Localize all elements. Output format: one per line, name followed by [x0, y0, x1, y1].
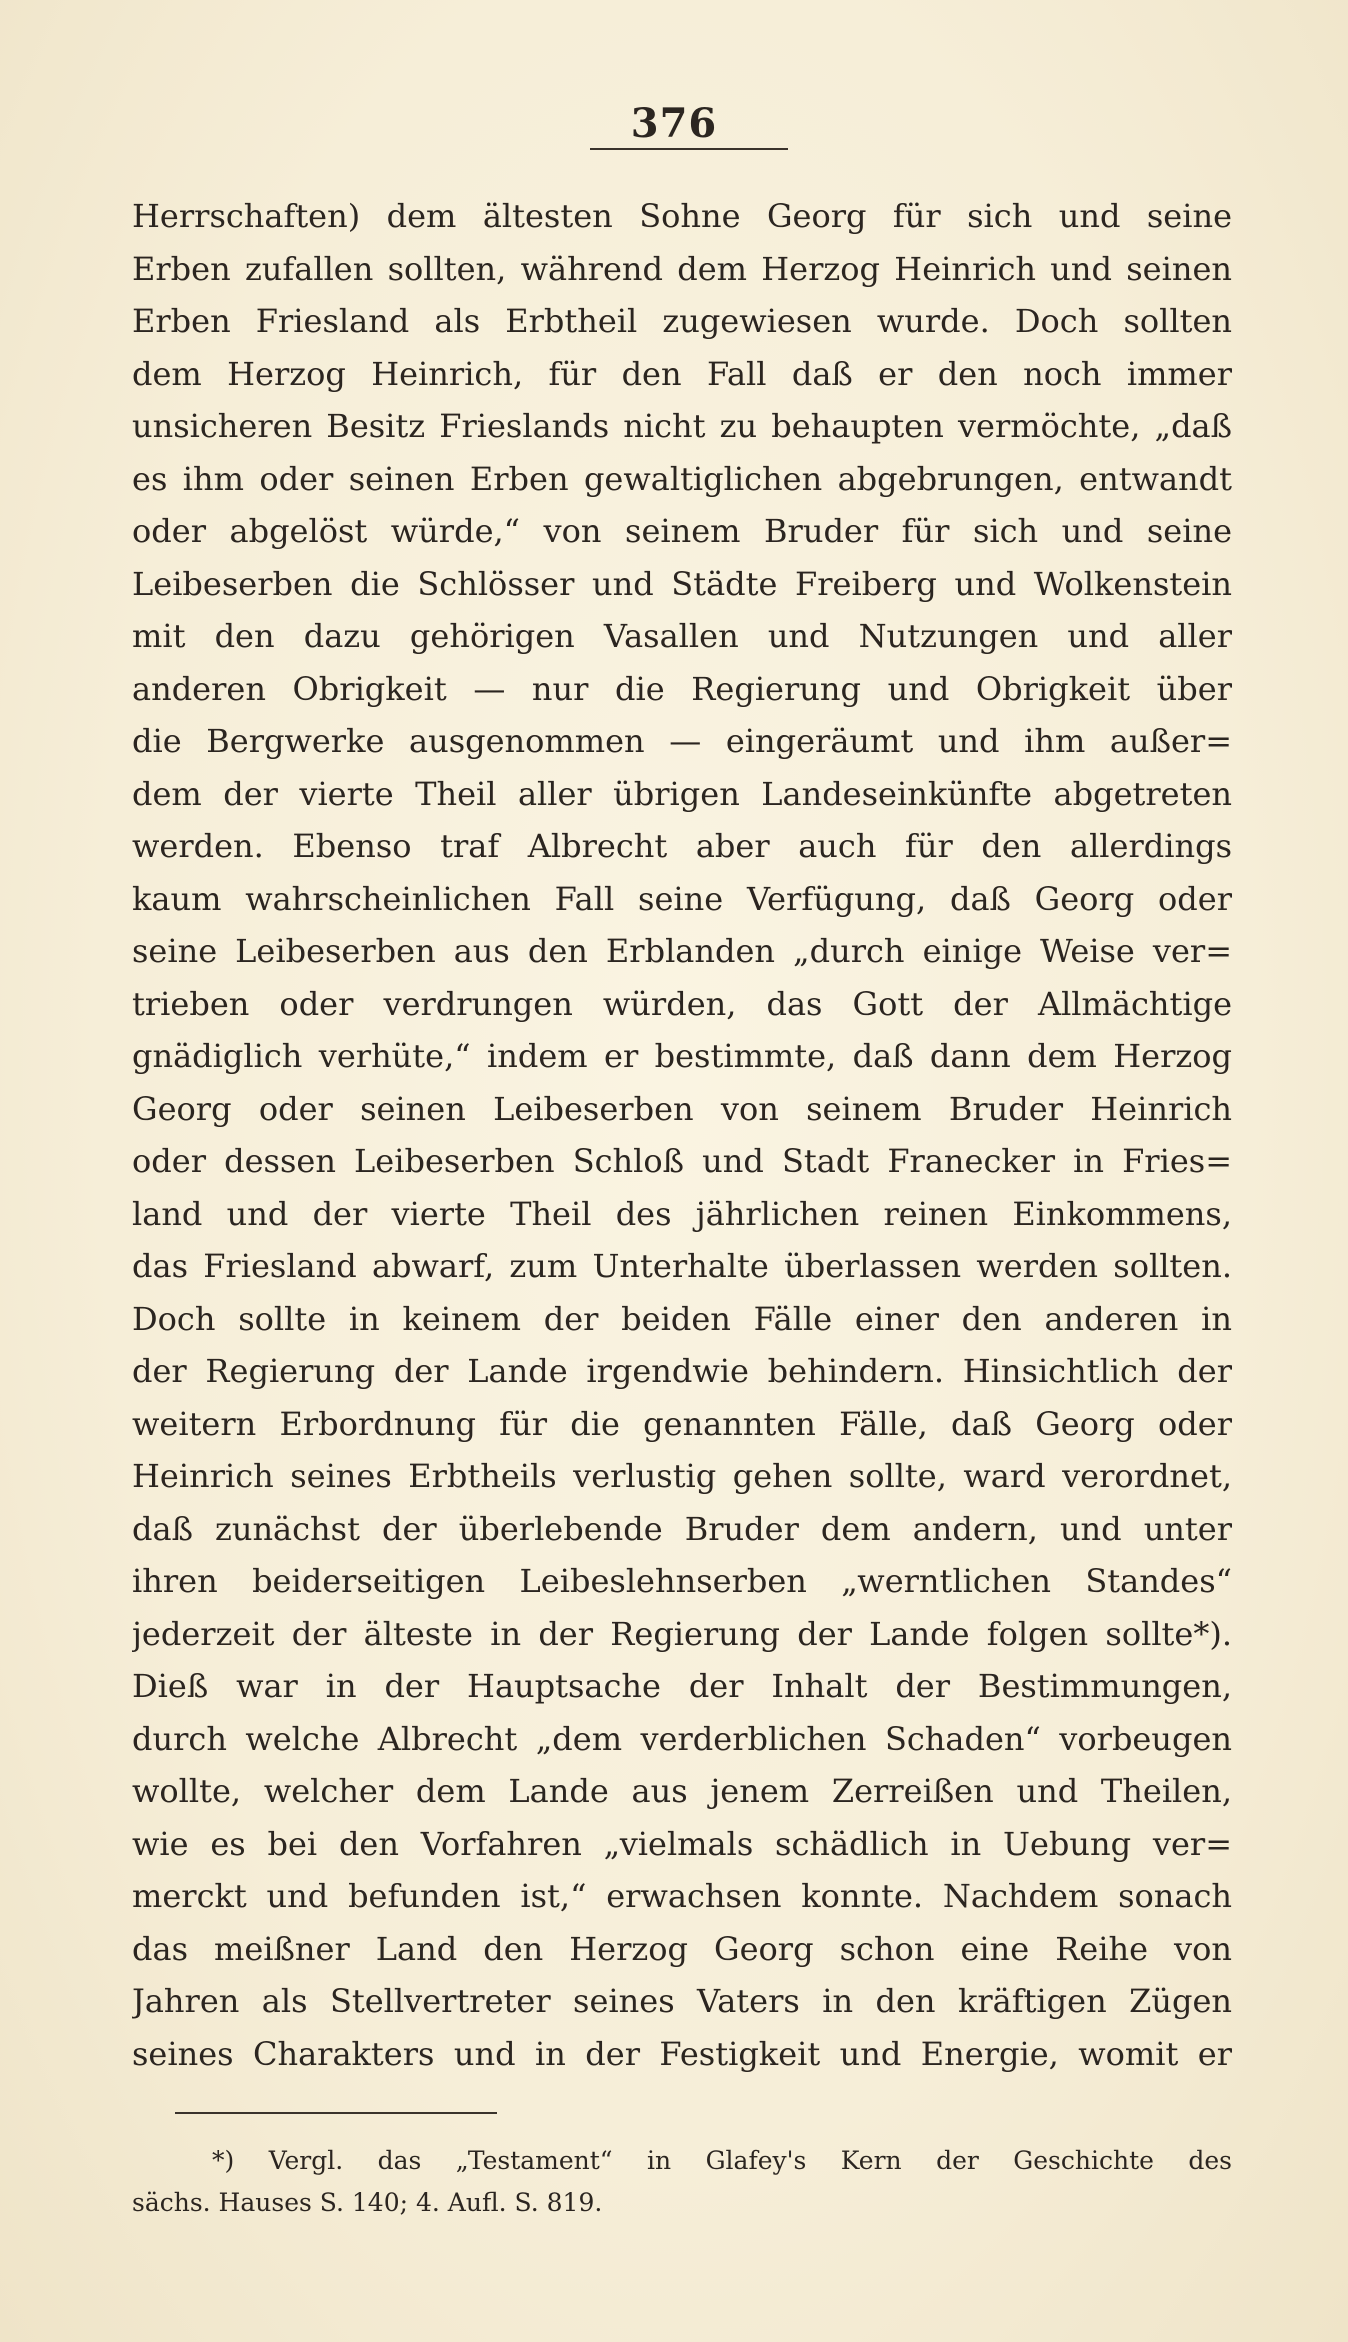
text-line: oder abgelöst würde,“ von seinem Bruder für sich und seine	[132, 512, 1232, 550]
footnote	[132, 2140, 1232, 2224]
text-line: kaum wahrscheinlichen Fall seine Verfügung, daß Georg oder	[132, 879, 1232, 918]
text-line: das Friesland abwarf, zum Unterhalte überlassen werden sollten.	[132, 1247, 1232, 1285]
text-line: das meißner Land den Herzog Georg schon eine Reihe von	[132, 1929, 1232, 1968]
footnote-line: *) Vergl. das „Testament“ in Glafey's Kern der Geschichte des	[212, 2146, 1232, 2175]
text-line: Georg oder seinen Leibeserben von seinem Bruder Heinrich	[132, 1089, 1232, 1128]
text-line: gnädiglich verhüte,“ indem er bestimmte, daß dann dem Herzog	[132, 1037, 1232, 1075]
text-line: Jahren als Stellvertreter seines Vaters in den kräftigen Zügen	[132, 1982, 1232, 2020]
text-line: durch welche Albrecht „dem verderblichen Schaden“ vorbeugen	[132, 1719, 1232, 1758]
text-line: ihren beiderseitigen Leibeslehnserben „werntlichen Standes“	[132, 1562, 1232, 1600]
text-line: Leibeserben die Schlösser und Städte Freiberg und Wolkenstein	[132, 564, 1232, 603]
footnote-line: sächs. Hauses S. 140; 4. Aufl. S. 819.	[132, 2188, 603, 2217]
text-line: weitern Erbordnung für die genannten Fälle, daß Georg oder	[132, 1404, 1232, 1443]
text-line: oder dessen Leibeserben Schloß und Stadt Franecker in Fries=	[132, 1142, 1232, 1180]
text-line: werden. Ebenso traf Albrecht aber auch für den allerdings	[132, 827, 1232, 865]
text-line: der Regierung der Lande irgendwie behindern. Hinsichtlich der	[132, 1352, 1232, 1390]
body-text	[132, 190, 1232, 2080]
text-line: wollte, welcher dem Lande aus jenem Zerreißen und Theilen,	[132, 1772, 1232, 1810]
text-line: Doch sollte in keinem der beiden Fälle einer den anderen in	[132, 1299, 1232, 1338]
text-line: jederzeit der älteste in der Regierung der Lande folgen sollte*).	[132, 1614, 1232, 1653]
footnote-rule	[175, 2112, 497, 2114]
text-line: Erben zufallen sollten, während dem Herzog Heinrich und seinen	[132, 249, 1232, 288]
text-line: land und der vierte Theil des jährlichen reinen Einkommens,	[132, 1194, 1232, 1233]
text-line: anderen Obrigkeit — nur die Regierung und Obrigkeit über	[132, 669, 1232, 708]
text-line: trieben oder verdrungen würden, das Gott der Allmächtige	[132, 984, 1232, 1023]
text-line: dem der vierte Theil aller übrigen Landeseinkünfte abgetreten	[132, 774, 1232, 813]
text-line: dem Herzog Heinrich, für den Fall daß er den noch immer	[132, 354, 1232, 393]
text-line: Dieß war in der Hauptsache der Inhalt der Bestimmungen,	[132, 1667, 1232, 1705]
text-line: daß zunächst der überlebende Bruder dem andern, und unter	[132, 1509, 1232, 1548]
text-line: merckt und befunden ist,“ erwachsen konnte. Nachdem sonach	[132, 1877, 1232, 1915]
text-line: Heinrich seines Erbtheils verlustig gehen sollte, ward verordnet,	[132, 1457, 1232, 1495]
text-line: Herrschaften) dem ältesten Sohne Georg für sich und seine	[132, 197, 1232, 235]
text-line: seine Leibeserben aus den Erblanden „durch einige Weise ver=	[132, 932, 1232, 970]
text-line: seines Charakters und in der Festigkeit und Energie, womit er	[132, 2034, 1232, 2073]
header-rule	[590, 148, 788, 150]
text-line: mit den dazu gehörigen Vasallen und Nutzungen und aller	[132, 617, 1232, 655]
text-line: unsicheren Besitz Frieslands nicht zu behaupten vermöchte, „daß	[132, 407, 1232, 445]
text-line: wie es bei den Vorfahren „vielmals schädlich in Uebung ver=	[132, 1824, 1232, 1863]
text-line: es ihm oder seinen Erben gewaltiglichen abgebrungen, entwandt	[132, 459, 1232, 498]
text-line: Erben Friesland als Erbtheil zugewiesen wurde. Doch sollten	[132, 302, 1232, 340]
text-line: die Bergwerke ausgenommen — eingeräumt und ihm außer=	[132, 722, 1232, 760]
page-number: 376	[630, 100, 718, 147]
